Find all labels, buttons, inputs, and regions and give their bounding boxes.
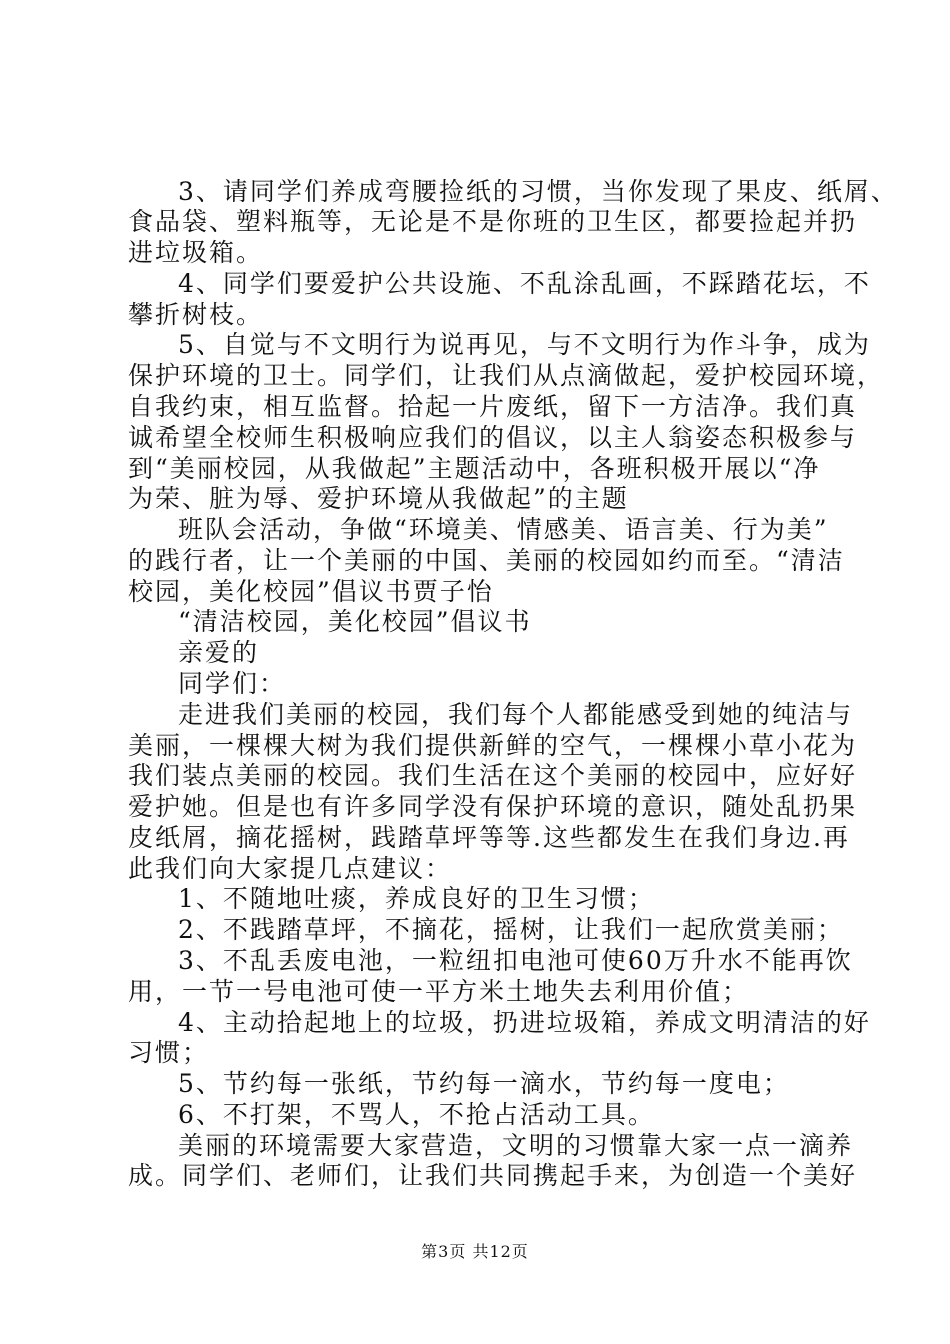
text-line: 攀折树枝。 bbox=[128, 300, 264, 329]
text-line: 此我们向大家提几点建议： bbox=[128, 854, 453, 883]
text-line: 的践行者，让一个美丽的中国、美丽的校园如约而至。“清洁 bbox=[128, 546, 845, 575]
list-item: 5、节约每一张纸，节约每一滴水，节约每一度电； bbox=[178, 1069, 790, 1098]
list-item: 1、不随地吐痰，养成良好的卫生习惯； bbox=[178, 884, 655, 913]
text-line: 皮纸屑，摘花摇树，践踏草坪等等.这些都发生在我们身边.再 bbox=[128, 823, 850, 852]
text-line: 用，一节一号电池可使一平方米土地失去利用价值； bbox=[128, 977, 750, 1006]
text-line: 爱护她。但是也有许多同学没有保护环境的意识，随处乱扔果 bbox=[128, 792, 858, 821]
text-line: 4、同学们要爱护公共设施、不乱涂乱画，不踩踏花坛，不 bbox=[178, 269, 871, 298]
text-line: 诚希望全校师生积极响应我们的倡议，以主人翁姿态积极参与 bbox=[128, 423, 858, 452]
text-line: 成。同学们、老师们，让我们共同携起手来，为创造一个美好 bbox=[128, 1161, 858, 1190]
text-line: 校园，美化校园”倡议书贾子怡 bbox=[128, 577, 494, 606]
text-line: 美丽的环境需要大家营造，文明的习惯靠大家一点一滴养 bbox=[178, 1131, 854, 1160]
text-line: 到“美丽校园，从我做起”主题活动中，各班积极开展以“净 bbox=[128, 454, 821, 483]
text-line: 保护环境的卫士。同学们，让我们从点滴做起，爱护校园环境， bbox=[128, 361, 885, 390]
salutation: 亲爱的 bbox=[178, 638, 260, 667]
text-line: 食品袋、塑料瓶等，无论是不是你班的卫生区，都要捡起并扔 bbox=[128, 207, 858, 236]
text-line: 习惯； bbox=[128, 1038, 210, 1067]
list-item: 3、不乱丢废电池，一粒纽扣电池可使60万升水不能再饮 bbox=[178, 946, 853, 975]
list-item: 2、不践踏草坪，不摘花，摇树，让我们一起欣赏美丽； bbox=[178, 915, 844, 944]
text-line: 走进我们美丽的校园，我们每个人都能感受到她的纯洁与 bbox=[178, 700, 854, 729]
list-item: 6、不打架，不骂人，不抢占活动工具。 bbox=[178, 1100, 655, 1129]
salutation: 同学们： bbox=[178, 669, 287, 698]
text-line: 我们装点美丽的校园。我们生活在这个美丽的校园中，应好好 bbox=[128, 761, 858, 790]
text-line: 自我约束，相互监督。拾起一片废纸，留下一方洁净。我们真 bbox=[128, 392, 858, 421]
text-line: 为荣、脏为辱、爱护环境从我做起”的主题 bbox=[128, 484, 629, 513]
text-line: 5、自觉与不文明行为说再见，与不文明行为作斗争，成为 bbox=[178, 330, 871, 359]
list-item: 4、主动拾起地上的垃圾，扔进垃圾箱，养成文明清洁的好 bbox=[178, 1008, 871, 1037]
page-number-footer: 第3页 共12页 bbox=[421, 1242, 529, 1261]
text-line: 班队会活动，争做“环境美、情感美、语言美、行为美” bbox=[178, 515, 829, 544]
text-line: 3、请同学们养成弯腰捡纸的习惯，当你发现了果皮、纸屑、 bbox=[178, 177, 898, 206]
text-line: 进垃圾箱。 bbox=[128, 238, 264, 267]
document-heading: “清洁校园，美化校园”倡议书 bbox=[178, 607, 532, 636]
text-line: 美丽，一棵棵大树为我们提供新鲜的空气，一棵棵小草小花为 bbox=[128, 731, 858, 760]
